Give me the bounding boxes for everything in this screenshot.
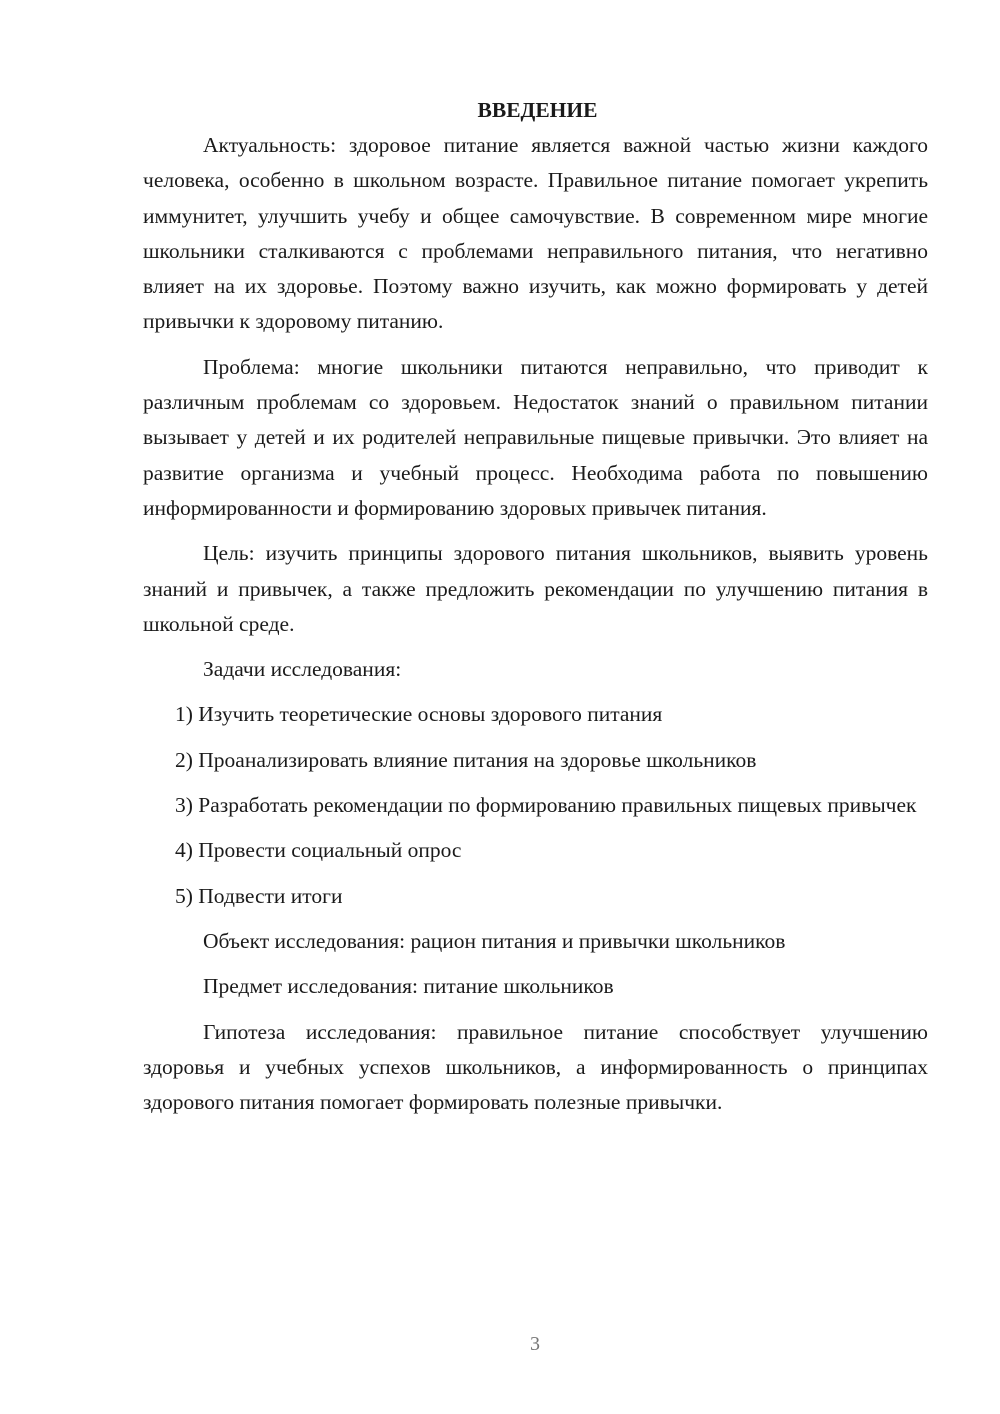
goal-paragraph: Цель: изучить принципы здорового питания школьников, выявить уровень знаний и привычек, а также предложить рекомендации по улучшению питания в школьной среде.	[143, 541, 928, 636]
task-list-item: 1) Изучить теоретические основы здорового питания	[175, 702, 663, 727]
tasks-heading: Задачи исследования:	[203, 657, 402, 682]
subject-paragraph: Предмет исследования: питание школьников	[203, 974, 614, 999]
problem-paragraph: Проблема: многие школьники питаются неправильно, что приводит к различным проблемам со здоровьем. Недостаток знаний о правильном питании вызывает у детей и их родителей неправильные пищевые привычки. Это влияет на развитие организма и учебный процесс. Необходима работа по повышению информированности и формированию здоровых привычек питания.	[143, 354, 928, 520]
page-number: 3	[530, 1333, 540, 1355]
object-paragraph: Объект исследования: рацион питания и привычки школьников	[203, 928, 786, 953]
page-title: ВВЕДЕНИЕ	[477, 98, 598, 122]
task-list-item: 2) Проанализировать влияние питания на здоровье школьников	[175, 747, 757, 772]
task-list-item: 5) Подвести итоги	[175, 883, 343, 908]
relevance-paragraph: Актуальность: здоровое питание является важной частью жизни каждого человека, особенно в школьном возрасте. Правильное питание помогает укрепить иммунитет, улучшить учебу и общее самочувствие. В современном мире многие школьники сталкиваются с проблемами неправильного питания, что негативно влияет на их здоровье. Поэтому важно изучить, как можно формировать у детей привычки к здоровому питанию.	[143, 133, 928, 334]
task-list-item: 3) Разработать рекомендации по формированию правильных пищевых привычек	[175, 793, 917, 818]
document-page	[143, 93, 928, 1120]
task-list-item: 4) Провести социальный опрос	[175, 838, 462, 863]
hypothesis-paragraph: Гипотеза исследования: правильное питание способствует улучшению здоровья и учебных успехов школьников, а информированность о принципах здорового питания помогает формировать полезные привычки.	[143, 1019, 928, 1115]
